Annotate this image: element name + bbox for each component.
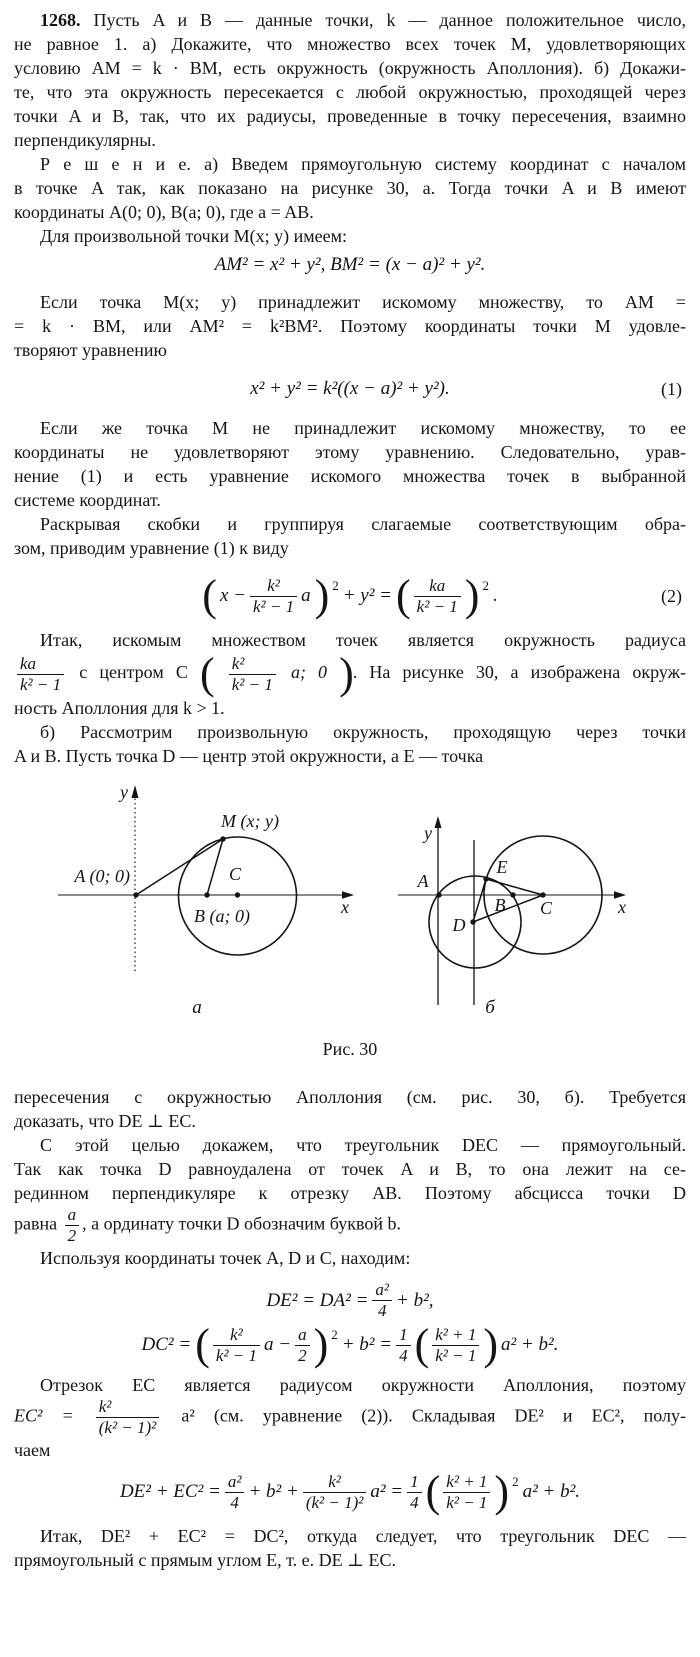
point-B [510, 892, 515, 897]
y-axis-arrow-icon [132, 785, 139, 798]
open-paren: ( [414, 1320, 429, 1369]
solution-line: С этой целью докажем, что треугольник DEC — прямоугольный. [40, 1135, 686, 1155]
equation-number: (2) [661, 586, 682, 606]
solution-line: Если же точка M не принадлежит искомому множеству, то ее [40, 418, 686, 438]
label-B: B (a; 0) [194, 906, 250, 926]
solution-line-with-fractions [14, 1397, 686, 1438]
label-A: A [417, 871, 429, 891]
numerator: k² [267, 575, 280, 595]
text-line: равна [14, 1213, 58, 1234]
figure-30-drawing [14, 782, 686, 1027]
fraction [295, 1325, 310, 1366]
close-paren: ) [494, 1467, 509, 1516]
solution-line: Р е ш е н и е. а) Введем прямоугольную систему координат с началом [40, 154, 686, 174]
numerator: k² [230, 1324, 243, 1344]
equation-DE [14, 1280, 686, 1321]
x-axis-label: x [618, 897, 626, 917]
formula-text: a; 0 [290, 662, 328, 683]
problem-number: 1268. [40, 10, 81, 30]
text-line: a² (см. уравнение (2)). Складывая DE² и EC², полу- [181, 1405, 687, 1426]
numerator: k² [98, 1397, 112, 1416]
subfigure-a-label: а [192, 997, 202, 1018]
close-paren: ) [483, 1320, 497, 1369]
equation-2 [14, 571, 686, 620]
text-line: . На рисунке 30, а изображена окруж- [352, 662, 687, 683]
formula-text: EC² = [14, 1405, 74, 1426]
solution-line: чаем [14, 1440, 51, 1460]
equation-DC [14, 1320, 686, 1369]
denominator: (k² − 1)² [303, 1492, 367, 1513]
formula-text: a² + b². [522, 1481, 581, 1502]
solution-line: зом, приводим уравнение (1) к виду [14, 538, 289, 558]
formula-text: x − [219, 585, 246, 606]
exponent: 2 [512, 1474, 519, 1489]
denominator: k² − 1 [229, 674, 276, 695]
figure-caption: Рис. 30 [322, 1039, 378, 1059]
label-B: B [494, 895, 506, 915]
text-line: Пусть A и B — данные точки, k — данное положительное число, [93, 10, 686, 30]
denominator: 2 [65, 1225, 80, 1246]
open-paren: ( [202, 571, 216, 620]
text-line: с центром C [79, 662, 188, 683]
solution-line: Итак, искомым множеством точек является окружность радиуса [40, 630, 686, 650]
close-paren: ) [314, 571, 329, 620]
denominator: 4 [407, 1492, 422, 1513]
numerator: k² + 1 [446, 1471, 488, 1491]
solution-line: б) Рассмотрим произвольную окружность, проходящую через точки [40, 722, 686, 742]
numerator: a² [227, 1471, 242, 1491]
equation-1 [14, 377, 686, 401]
solution-line: системе координат. [14, 490, 161, 510]
solution-line: прямоугольный с прямым углом E, т. е. DE ⊥ EC. [14, 1550, 397, 1570]
y-axis-label: y [120, 782, 128, 802]
fraction [213, 1325, 260, 1366]
denominator: 2 [295, 1345, 310, 1366]
equation-sum [14, 1467, 686, 1516]
formula-text: + y² = [342, 585, 393, 606]
label-A: A (0; 0) [74, 866, 130, 886]
point-A [133, 892, 138, 897]
open-paren: ( [425, 1467, 440, 1516]
numerator: k² [231, 653, 245, 673]
x-axis-label: x [341, 897, 349, 917]
numerator: a [67, 1205, 77, 1224]
point-M [220, 836, 225, 841]
label-C: C [228, 864, 242, 884]
point-E [483, 876, 488, 881]
exponent: 2 [482, 578, 489, 593]
label-D: D [452, 915, 466, 935]
text-line: , а ординату точки D обозначим буквой b. [82, 1213, 402, 1234]
solution-line: Так как точка D равноудалена от точек A и B, то она лежит на се- [14, 1159, 686, 1179]
problem-line: условию AM = k · BM, есть окружность (окружность Аполлония). б) Докажи- [14, 58, 686, 78]
y-axis-arrow-icon [435, 816, 442, 828]
y-axis-label: y [424, 823, 432, 843]
segment-EC [486, 879, 543, 895]
formula-text: a² = [370, 1481, 404, 1502]
problem-line: не равное 1. а) Докажите, что множество всех точек M, удовлетворяющих [14, 34, 686, 54]
fraction [396, 1325, 411, 1366]
label-M: M (x; y) [221, 811, 279, 831]
open-paren: ( [396, 571, 410, 620]
solution-line: Раскрывая скобки и группируя слагаемые соответствующим обра- [40, 514, 686, 534]
solution-line-with-fractions [14, 1205, 686, 1246]
solution-line: нение (1) и есть уравнение искомого множества точек в выбранной [14, 466, 686, 486]
figure-b [398, 816, 626, 1018]
label-E: E [496, 857, 508, 877]
numerator: k² + 1 [435, 1324, 477, 1344]
formula-text: DC² = [141, 1334, 192, 1355]
equation-number: (1) [661, 379, 682, 399]
solution-line: координаты A(0; 0), B(a; 0), где a = AB. [14, 202, 314, 222]
denominator: 4 [396, 1345, 411, 1366]
problem-line: те, что эта окружность пересекается с любой окружностью, проходящей через [14, 82, 686, 102]
label-C: C [539, 898, 553, 918]
solution-line: творяют уравнению [14, 340, 167, 360]
solution-line: A и B. Пусть точка D — центр этой окружности, а E — точка [14, 746, 484, 766]
denominator: k² − 1 [250, 596, 297, 617]
solution-line: ность Аполлония для k > 1. [14, 698, 225, 718]
fraction [407, 1472, 422, 1513]
formula-text: + b², [396, 1289, 434, 1311]
denominator: k² − 1 [443, 1492, 490, 1513]
numerator: ka [429, 575, 446, 595]
figure-a [58, 782, 354, 1018]
close-paren: ) [464, 571, 479, 620]
solution-line: пересечения с окружностью Аполлония (см. рис. 30, б). Требуется [14, 1087, 686, 1107]
solution-line: Для произвольной точки M(x; y) имеем: [40, 226, 347, 246]
denominator: k² − 1 [414, 596, 461, 617]
figure-30 [14, 782, 686, 1033]
denominator: 4 [225, 1492, 245, 1513]
open-paren: ( [195, 1320, 209, 1369]
solution-line-with-fractions [14, 649, 687, 698]
solution-line: в точке A так, как показано на рисунке 30, а. Тогда точки A и B имеют [14, 178, 686, 198]
point-C [235, 892, 240, 897]
solution-line: Итак, DE² + EC² = DC², откуда следует, что треугольник DEC — [40, 1526, 686, 1546]
fraction [229, 654, 276, 695]
point-B [204, 892, 209, 897]
formula-text: a − [263, 1334, 292, 1355]
fraction [65, 1205, 80, 1246]
point-A [436, 892, 441, 897]
fraction [250, 576, 297, 617]
fraction [225, 1472, 245, 1513]
exponent: 2 [331, 1327, 338, 1342]
problem-line: перпендикулярны. [14, 130, 156, 150]
numerator: 1 [399, 1324, 408, 1344]
solution-line: доказать, что DE ⊥ EC. [14, 1111, 196, 1131]
denominator: (k² − 1)² [96, 1417, 160, 1438]
solution-line: координаты не удовлетворяют этому уравнению. Следовательно, урав- [14, 442, 686, 462]
formula-text: a² + b². [501, 1334, 559, 1355]
numerator: ka [20, 653, 37, 673]
problem-line [14, 8, 686, 32]
fraction [414, 576, 461, 617]
close-paren: ) [313, 1320, 328, 1369]
solution-line: = k · BM, или AM² = k²BM². Поэтому координаты точки M удовле- [14, 316, 686, 336]
formula-text: + b² = [341, 1334, 393, 1355]
equation-am-bm [14, 253, 686, 277]
solution-line: Отрезок EC является радиусом окружности Аполлония, поэтому [40, 1375, 686, 1395]
fraction [17, 654, 64, 695]
denominator: k² − 1 [213, 1345, 260, 1366]
close-paren: ) [339, 649, 353, 698]
fraction [96, 1397, 160, 1438]
numerator: 1 [410, 1471, 419, 1491]
problem-line: точки A и B, так, что их радиусы, проведенные в точку пересечения, взаимно [14, 106, 686, 126]
solution-line: Используя координаты точек A, D и C, находим: [40, 1248, 411, 1268]
point-C [540, 892, 545, 897]
solution-line: рединном перпендикуляре к отрезку AB. Поэтому абсцисса точки D [14, 1183, 686, 1203]
formula-text: x² + y² = k²((x − a)² + y²). [250, 378, 450, 399]
formula-text: a [301, 585, 311, 606]
fraction [303, 1472, 367, 1513]
numerator: a² [375, 1280, 390, 1299]
subfigure-b-label: б [485, 997, 495, 1018]
denominator: k² − 1 [17, 674, 64, 695]
numerator: k² [328, 1471, 341, 1491]
fraction [432, 1325, 479, 1366]
formula-text: DE² + EC² = [119, 1481, 221, 1502]
formula-text: AM² = x² + y², BM² = (x − a)² + y². [214, 254, 486, 275]
open-paren: ( [199, 649, 214, 698]
formula-text: + b² + [248, 1481, 299, 1502]
solution-line: Если точка M(x; y) принадлежит искомому множеству, то AM = [40, 292, 686, 312]
denominator: 4 [372, 1300, 392, 1321]
formula-text: DE² = DA² = [266, 1289, 369, 1311]
numerator: a [298, 1324, 307, 1344]
exponent: 2 [332, 578, 339, 593]
fraction [372, 1280, 392, 1321]
denominator: k² − 1 [432, 1345, 479, 1366]
formula-text: . [492, 585, 498, 606]
fraction [443, 1472, 490, 1513]
point-D [470, 919, 475, 924]
